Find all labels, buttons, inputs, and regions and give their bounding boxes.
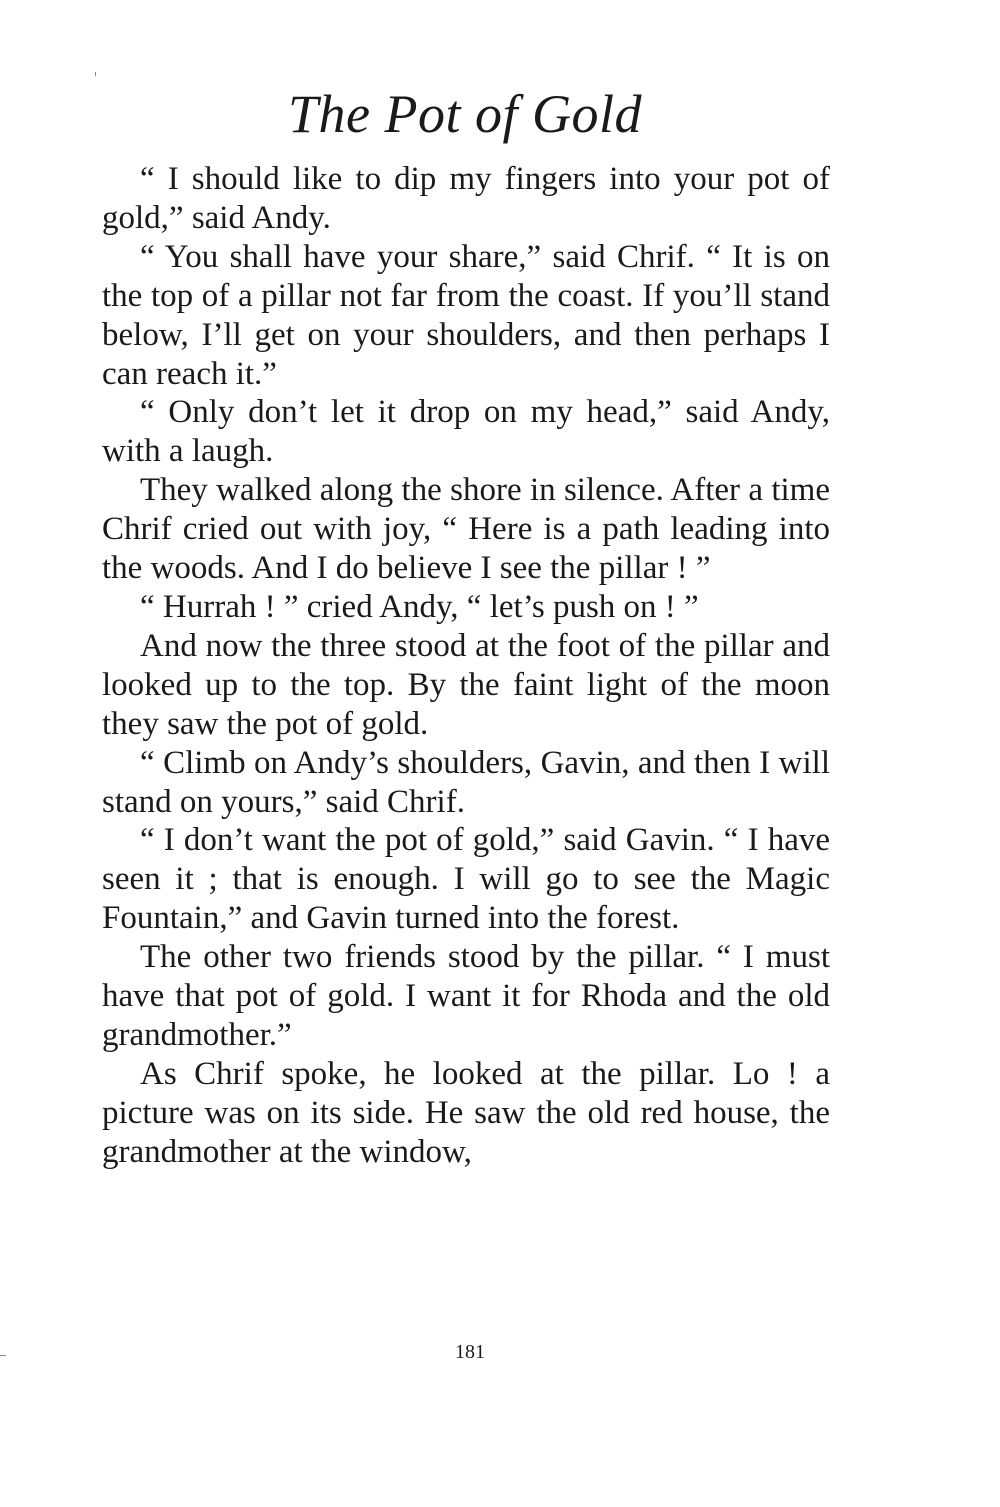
paragraph: “ I don’t want the pot of gold,” said Gavin. “ I have seen it ; that is enough. I will go to see the Magic Fountain,” and Gavin turned into the forest. xyxy=(102,822,830,937)
paragraph: They walked along the shore in silence. After a time Chrif cried out with joy, “ Here is a path leading into the woods. And I do believe I see the pillar ! ” xyxy=(102,472,830,587)
scan-mark-top xyxy=(95,72,96,76)
paragraph: And now the three stood at the foot of the pillar and looked up to the top. By the faint light of the moon they saw the pot of gold. xyxy=(102,627,830,742)
paragraph: “ Only don’t let it drop on my head,” said Andy, with a laugh. xyxy=(102,394,830,470)
paragraph: The other two friends stood by the pillar. “ I must have that pot of gold. I want it for Rhoda and the old grandmother.” xyxy=(102,939,830,1053)
paragraph: “ I should like to dip my fingers into your pot of gold,” said Andy. xyxy=(102,161,830,236)
body-text xyxy=(102,160,830,1172)
paragraph: “ Hurrah ! ” cried Andy, “ let’s push on ! ” xyxy=(140,588,699,625)
paragraph: “ Climb on Andy’s shoulders, Gavin, and then I will stand on yours,” said Chrif. xyxy=(102,744,830,820)
paragraph: As Chrif spoke, he looked at the pillar. Lo ! a picture was on its side. He saw the old red house, the grandmother at the window, xyxy=(102,1055,830,1170)
page-number: 181 xyxy=(455,1341,485,1363)
paragraph: “ You shall have your share,” said Chrif. “ It is on the top of a pillar not far from the coast. If you’ll stand below, I’ll get on your shoulders, and then perhaps I can reach it.” xyxy=(102,238,830,392)
running-title: The Pot of Gold xyxy=(288,84,642,144)
